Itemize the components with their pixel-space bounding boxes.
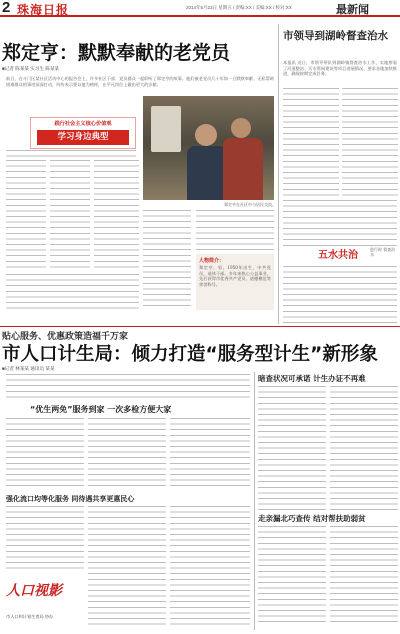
wushui-tag: 进行时 督查治水: [370, 247, 396, 257]
story2-col6: [170, 506, 250, 626]
right-story-col3: [283, 200, 397, 246]
story1-body-col2: [50, 160, 90, 270]
story2-col3: [170, 418, 250, 490]
photo-caption: 郑定亨在社区中与居民交流。: [224, 202, 276, 207]
logo-tagline: 市人口和计划生育局 协办: [6, 614, 54, 619]
wushui-title: 五水共治: [318, 250, 358, 261]
wushui-badge: [318, 246, 396, 262]
banner-top-text: 践行社会主义核心价值观: [54, 121, 112, 127]
story1-body-col4: [143, 210, 191, 310]
right-story-col2: [342, 88, 398, 198]
story1-headline: 郑定亨：默默奉献的老党员: [2, 42, 231, 64]
campaign-banner: [30, 117, 136, 149]
story1-body-col1: [6, 160, 46, 270]
story2-subhead1: “优生两免”服务到家 一次多检方便大家: [30, 405, 172, 414]
population-logo-box: [4, 574, 84, 630]
header-meta: 2014年5月23日 星期五 / 责编:XX / 美编:XX / 校对:XX: [186, 5, 292, 10]
profile-box: [196, 254, 274, 310]
story1-photo: [143, 96, 274, 200]
story1-intro: 前日，在斗门区某社区活动中心的报告会上，许多社区干部、党员群众一起聆听了郑定亨的故事。他们被老党员几十年如一日默默奉献、无私帮助困难群众的事迹深深打动，纷纷表示要以他为榜样，在平凡岗位上做出更大的贡献。: [6, 76, 274, 87]
story1-body-bottom: [6, 274, 139, 310]
profile-text: 郑定亨，男，1950年出生，中共党员，退休干部。多年来热心公益事业，先后获得市优秀共产党员、道德模范等荣誉称号。: [199, 265, 271, 287]
population-logo: 人口视影: [6, 583, 62, 599]
story2-right-head2: 走亲漏北巧查传 结对帮扶助弱贫: [258, 514, 366, 523]
section-name: 最新闻: [336, 3, 369, 16]
story2-subhead2: 强化流口均等化服务 同待遇共享更惠民心: [6, 495, 135, 503]
story2-right-col1: [258, 386, 326, 510]
story2-col1: [6, 418, 84, 490]
story2-col5: [88, 506, 166, 626]
section-rule: [0, 326, 400, 327]
story2-col2: [88, 418, 166, 490]
story1-body-top: [6, 150, 136, 158]
right-story-col1: [283, 88, 339, 198]
profile-title: 人物简介：: [199, 258, 225, 264]
story2-right-col3: [258, 526, 326, 626]
right-story-headline: 市领导到湖岭督查治水: [283, 30, 388, 42]
story2-lead: [6, 374, 250, 402]
right-story-lead: 本报讯 近日，市领导带队到湖岭镇督查治水工作，实地察看了河道整治、污水管网建设等项目进展情况，要求各地加快推进，确保按期完成任务。: [283, 60, 397, 77]
page-number: 2: [2, 0, 11, 16]
story2-right-head: 暗查状况可承诺 计生办证不再难: [258, 374, 366, 383]
column-divider: [278, 24, 279, 324]
story1-body-col5: [196, 210, 274, 250]
right-story-col4: [283, 266, 397, 324]
story2-col4: [6, 506, 84, 570]
newspaper-masthead: 珠海日报: [17, 3, 70, 17]
story2-right-col4: [330, 526, 398, 626]
story2-divider: [254, 372, 255, 630]
story1-body-col3: [94, 160, 139, 270]
banner-bottom-text: 学习身边典型: [37, 130, 129, 145]
story2-right-col2: [330, 386, 398, 510]
story2-byline: ■记者 林某某 通讯员 某某: [2, 366, 55, 371]
story1-byline: ■记者 陈某某 实习生 陈某某: [2, 66, 60, 71]
story2-headline: 市人口计生局：倾力打造“服务型计生”新形象: [2, 344, 378, 365]
story2-kicker: 贴心服务、优惠政策造福千万家: [2, 332, 129, 342]
